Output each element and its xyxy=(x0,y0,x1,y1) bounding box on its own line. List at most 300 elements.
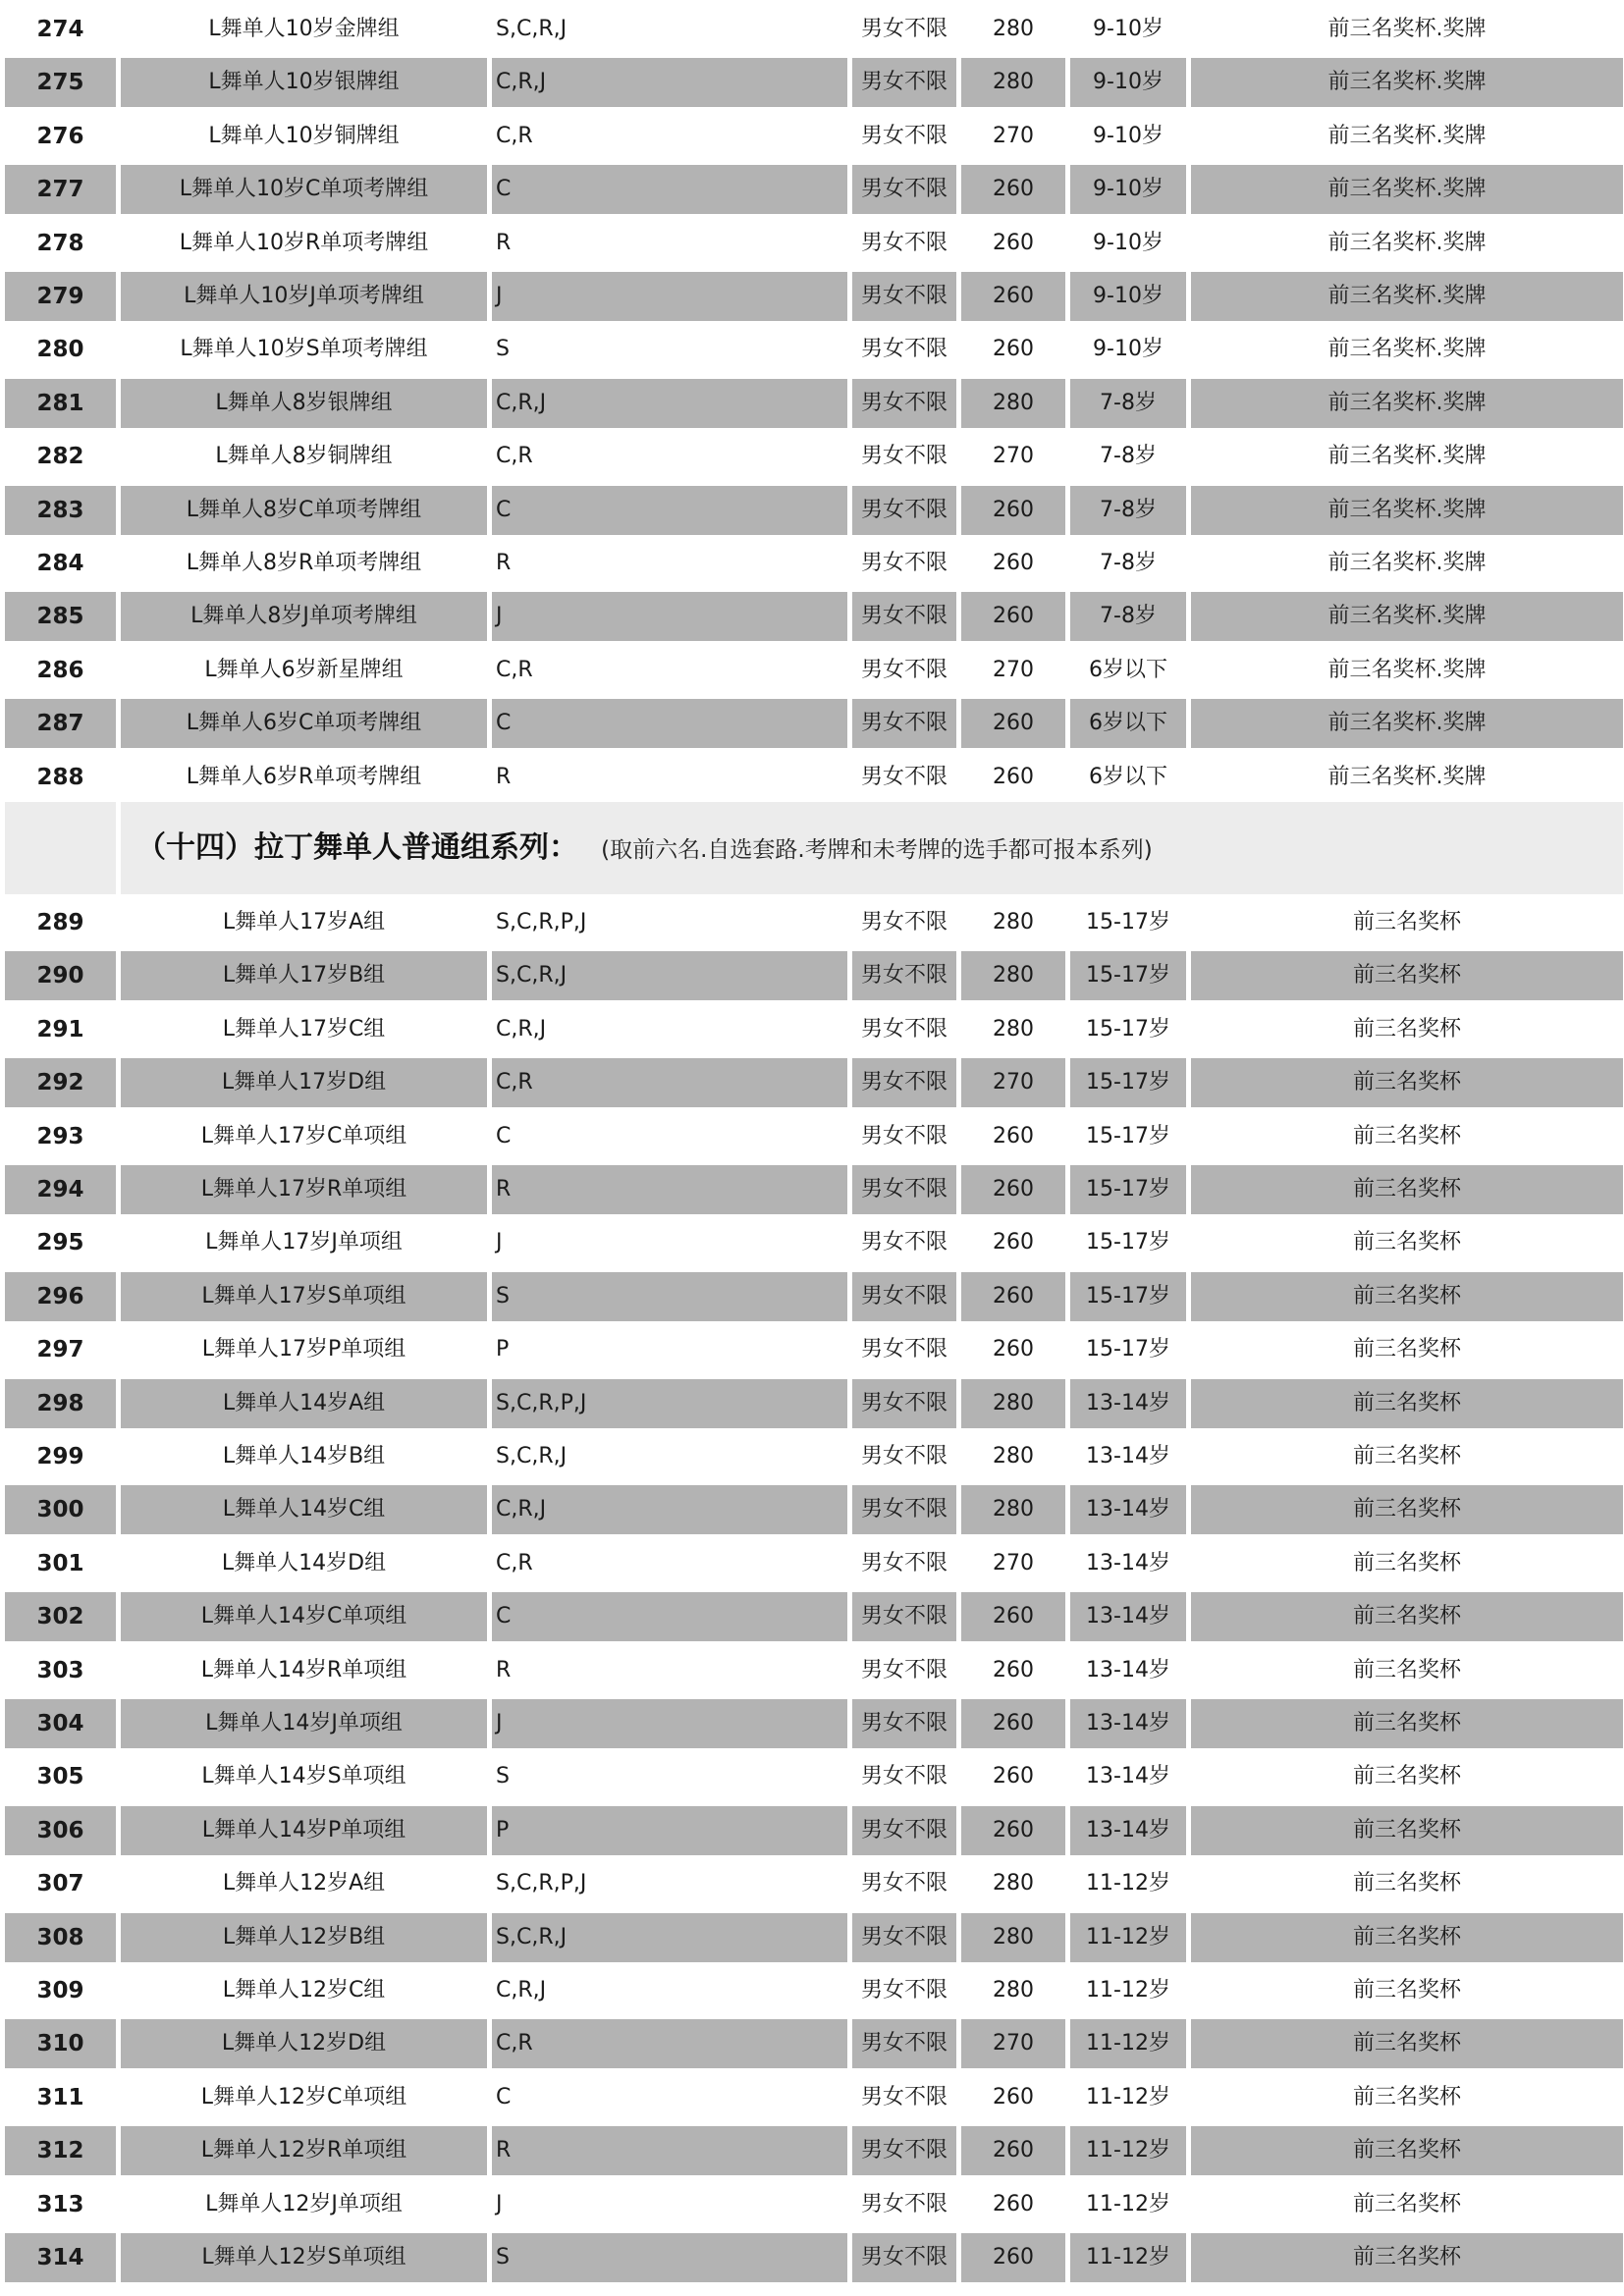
fee-cell: 280 xyxy=(961,951,1065,1000)
event-number-cell: 305 xyxy=(36,1764,84,1790)
age-range-cell: 13-14岁 xyxy=(1070,1806,1186,1855)
table-row xyxy=(5,951,1623,1000)
event-number-cell: 299 xyxy=(36,1444,84,1469)
event-number-cell: 288 xyxy=(36,764,84,790)
dances-cell: J xyxy=(492,272,847,321)
age-range-cell: 13-14岁 xyxy=(1070,1699,1186,1748)
gender-cell: 男女不限 xyxy=(852,2019,956,2068)
table-row xyxy=(5,486,1623,535)
prize-cell: 前三名奖杯.奖牌 xyxy=(1191,379,1623,428)
table-row xyxy=(5,1165,1623,1214)
gender-cell: 男女不限 xyxy=(852,165,956,214)
dances-cell: C,R,J xyxy=(496,1978,547,2002)
gender-cell: 男女不限 xyxy=(860,1444,947,1468)
prize-cell: 前三名奖杯.奖牌 xyxy=(1191,272,1623,321)
age-range-cell: 9-10岁 xyxy=(1070,165,1186,214)
dances-cell: C,R xyxy=(496,123,533,148)
section-header-band xyxy=(121,802,1623,894)
dances-cell: R xyxy=(496,764,512,789)
age-range-cell: 13-14岁 xyxy=(1070,1379,1186,1428)
dances-cell: S,C,R,J xyxy=(496,17,568,41)
prize-cell: 前三名奖杯.奖牌 xyxy=(1327,337,1487,362)
age-range-cell: 9-10岁 xyxy=(1093,123,1164,148)
event-number-cell: 280 xyxy=(36,337,84,363)
section-header-spacer xyxy=(5,802,116,894)
event-name-cell: L舞单人12岁C组 xyxy=(222,1978,386,2002)
event-number-cell: 277 xyxy=(5,165,116,214)
gender-cell: 男女不限 xyxy=(860,1016,947,1041)
table-row xyxy=(5,112,1623,161)
age-range-cell: 7-8岁 xyxy=(1100,444,1157,469)
event-name-cell: L舞单人10岁银牌组 xyxy=(121,58,487,107)
gender-cell: 男女不限 xyxy=(852,1592,956,1641)
table-row xyxy=(5,432,1623,481)
event-name-cell: L舞单人14岁S单项组 xyxy=(201,1764,406,1789)
dances-cell: S xyxy=(492,1272,847,1321)
dances-cell: J xyxy=(492,1699,847,1748)
event-name-cell: L舞单人17岁B组 xyxy=(121,951,487,1000)
prize-cell: 前三名奖杯 xyxy=(1352,1123,1461,1148)
gender-cell: 男女不限 xyxy=(860,2191,947,2216)
fee-cell: 280 xyxy=(961,58,1065,107)
prize-cell: 前三名奖杯 xyxy=(1352,910,1461,934)
prize-cell: 前三名奖杯.奖牌 xyxy=(1327,123,1487,148)
age-range-cell: 13-14岁 xyxy=(1070,1592,1186,1641)
event-name-cell: L舞单人17岁S单项组 xyxy=(121,1272,487,1321)
table-row xyxy=(5,379,1623,428)
dances-cell: C xyxy=(492,165,847,214)
event-name-cell: L舞单人12岁B组 xyxy=(121,1913,487,1962)
prize-cell: 前三名奖杯.奖牌 xyxy=(1191,592,1623,641)
table-row xyxy=(5,646,1623,695)
table-row xyxy=(5,2073,1623,2122)
event-name-cell: L舞单人8岁银牌组 xyxy=(121,379,487,428)
age-range-cell: 15-17岁 xyxy=(1070,951,1186,1000)
event-number-cell: 285 xyxy=(5,592,116,641)
gender-cell: 男女不限 xyxy=(852,1485,956,1534)
fee-cell: 280 xyxy=(993,1016,1034,1041)
section-header-14 xyxy=(5,802,1623,894)
prize-cell: 前三名奖杯 xyxy=(1352,1337,1461,1362)
event-number-cell: 290 xyxy=(5,951,116,1000)
age-range-cell: 15-17岁 xyxy=(1086,1016,1170,1041)
prize-cell: 前三名奖杯 xyxy=(1191,1485,1623,1534)
prize-cell: 前三名奖杯 xyxy=(1352,2084,1461,2109)
event-number-cell: 312 xyxy=(5,2126,116,2175)
event-name-cell: L舞单人10岁铜牌组 xyxy=(208,123,400,148)
age-range-cell: 7-8岁 xyxy=(1070,486,1186,535)
fee-cell: 260 xyxy=(993,1230,1034,1255)
fee-cell: 270 xyxy=(961,1058,1065,1107)
dances-cell: C xyxy=(496,2084,512,2109)
table-row xyxy=(5,1112,1623,1161)
fee-cell: 260 xyxy=(961,592,1065,641)
prize-cell: 前三名奖杯 xyxy=(1352,1444,1461,1468)
event-name-cell: L舞单人17岁A组 xyxy=(222,910,386,934)
event-number-cell: 310 xyxy=(5,2019,116,2068)
prize-cell: 前三名奖杯 xyxy=(1191,2233,1623,2282)
gender-cell: 男女不限 xyxy=(852,592,956,641)
event-name-cell: L舞单人17岁J单项组 xyxy=(205,1230,403,1255)
event-name-cell: L舞单人6岁C单项考牌组 xyxy=(121,699,487,748)
event-name-cell: L舞单人14岁B组 xyxy=(222,1444,386,1468)
prize-cell: 前三名奖杯 xyxy=(1352,1016,1461,1041)
dances-cell: R xyxy=(492,1165,847,1214)
dances-cell: C xyxy=(496,1123,512,1148)
event-name-cell: L舞单人10岁J单项考牌组 xyxy=(121,272,487,321)
event-number-cell: 281 xyxy=(5,379,116,428)
fee-cell: 260 xyxy=(961,1165,1065,1214)
gender-cell: 男女不限 xyxy=(860,1337,947,1362)
prize-cell: 前三名奖杯.奖牌 xyxy=(1327,17,1487,41)
event-name-cell: L舞单人14岁D组 xyxy=(221,1550,387,1575)
prize-cell: 前三名奖杯 xyxy=(1352,1871,1461,1896)
fee-cell: 260 xyxy=(993,337,1034,362)
fee-cell: 280 xyxy=(993,910,1034,934)
fee-cell: 270 xyxy=(993,657,1034,682)
dances-cell: C,R xyxy=(492,2019,847,2068)
age-range-cell: 13-14岁 xyxy=(1086,1550,1170,1575)
fee-cell: 270 xyxy=(993,444,1034,469)
table-row xyxy=(5,2233,1623,2282)
fee-cell: 260 xyxy=(961,2233,1065,2282)
event-number-cell: 282 xyxy=(36,444,84,470)
event-name-cell: L舞单人8岁铜牌组 xyxy=(215,444,393,469)
dances-cell: S,C,R,P,J xyxy=(496,1871,587,1896)
event-name-cell: L舞单人12岁D组 xyxy=(121,2019,487,2068)
fee-cell: 260 xyxy=(961,1806,1065,1855)
age-range-cell: 11-12岁 xyxy=(1070,2126,1186,2175)
age-range-cell: 11-12岁 xyxy=(1070,2019,1186,2068)
table-row xyxy=(5,1325,1623,1374)
event-name-cell: L舞单人14岁C单项组 xyxy=(121,1592,487,1641)
prize-cell: 前三名奖杯 xyxy=(1191,1806,1623,1855)
table-row xyxy=(5,1859,1623,1908)
fee-cell: 280 xyxy=(993,1871,1034,1896)
gender-cell: 男女不限 xyxy=(860,1550,947,1575)
event-name-cell: L舞单人6岁R单项考牌组 xyxy=(186,764,422,789)
gender-cell: 男女不限 xyxy=(852,486,956,535)
age-range-cell: 9-10岁 xyxy=(1093,17,1164,41)
age-range-cell: 6岁以下 xyxy=(1089,764,1167,789)
event-number-cell: 308 xyxy=(5,1913,116,1962)
gender-cell: 男女不限 xyxy=(860,1230,947,1255)
fee-cell: 280 xyxy=(993,17,1034,41)
fee-cell: 260 xyxy=(993,2084,1034,2109)
table-row xyxy=(5,1272,1623,1321)
event-number-cell: 283 xyxy=(5,486,116,535)
age-range-cell: 13-14岁 xyxy=(1086,1444,1170,1468)
table-row xyxy=(5,165,1623,214)
gender-cell: 男女不限 xyxy=(852,1699,956,1748)
event-number-cell: 294 xyxy=(5,1165,116,1214)
table-row xyxy=(5,1592,1623,1641)
gender-cell: 男女不限 xyxy=(860,764,947,789)
fee-cell: 260 xyxy=(993,1337,1034,1362)
event-number-cell: 291 xyxy=(36,1016,84,1042)
event-number-cell: 298 xyxy=(5,1379,116,1428)
table-row xyxy=(5,1432,1623,1481)
fee-cell: 280 xyxy=(961,1913,1065,1962)
fee-cell: 260 xyxy=(961,699,1065,748)
age-range-cell: 11-12岁 xyxy=(1086,2084,1170,2109)
prize-cell: 前三名奖杯 xyxy=(1352,2191,1461,2216)
event-number-cell: 306 xyxy=(5,1806,116,1855)
fee-cell: 280 xyxy=(961,1485,1065,1534)
fee-cell: 280 xyxy=(993,1978,1034,2002)
prize-cell: 前三名奖杯.奖牌 xyxy=(1327,764,1487,789)
event-number-cell: 314 xyxy=(5,2233,116,2282)
event-name-cell: L舞单人10岁金牌组 xyxy=(208,17,400,41)
event-number-cell: 293 xyxy=(36,1123,84,1149)
table-row xyxy=(5,1058,1623,1107)
prize-cell: 前三名奖杯 xyxy=(1352,1657,1461,1682)
dances-cell: S xyxy=(496,337,510,362)
dances-cell: C,R xyxy=(496,657,533,682)
fee-cell: 260 xyxy=(961,486,1065,535)
age-range-cell: 11-12岁 xyxy=(1086,1978,1170,2002)
event-number-cell: 289 xyxy=(36,910,84,935)
prize-cell: 前三名奖杯.奖牌 xyxy=(1327,230,1487,255)
age-range-cell: 15-17岁 xyxy=(1086,910,1170,934)
gender-cell: 男女不限 xyxy=(852,1913,956,1962)
dances-cell: C,R,J xyxy=(492,1485,847,1534)
age-range-cell: 11-12岁 xyxy=(1086,2191,1170,2216)
prize-cell: 前三名奖杯 xyxy=(1352,1550,1461,1575)
dances-cell: C xyxy=(492,1592,847,1641)
dances-cell: P xyxy=(492,1806,847,1855)
prize-cell: 前三名奖杯 xyxy=(1191,951,1623,1000)
dances-cell: J xyxy=(496,1230,503,1255)
event-number-cell: 301 xyxy=(36,1550,84,1576)
section-title: （十四）拉丁舞单人普通组系列： xyxy=(136,830,578,865)
event-number-cell: 297 xyxy=(36,1337,84,1363)
table-row xyxy=(5,2019,1623,2068)
gender-cell: 男女不限 xyxy=(860,17,947,41)
table-row xyxy=(5,272,1623,321)
dances-cell: J xyxy=(492,592,847,641)
fee-cell: 260 xyxy=(993,1764,1034,1789)
dances-cell: C xyxy=(492,486,847,535)
dances-cell: C,R xyxy=(496,1550,533,1575)
event-number-cell: 307 xyxy=(36,1871,84,1897)
gender-cell: 男女不限 xyxy=(860,123,947,148)
table-row xyxy=(5,1966,1623,2015)
event-name-cell: L舞单人8岁R单项考牌组 xyxy=(186,551,422,575)
dances-cell: S,C,R,P,J xyxy=(496,910,587,934)
event-name-cell: L舞单人14岁R单项组 xyxy=(200,1657,407,1682)
age-range-cell: 15-17岁 xyxy=(1086,1337,1170,1362)
gender-cell: 男女不限 xyxy=(852,699,956,748)
gender-cell: 男女不限 xyxy=(852,272,956,321)
fee-cell: 260 xyxy=(993,764,1034,789)
gender-cell: 男女不限 xyxy=(852,58,956,107)
event-name-cell: L舞单人12岁R单项组 xyxy=(121,2126,487,2175)
age-range-cell: 15-17岁 xyxy=(1070,1165,1186,1214)
event-number-cell: 279 xyxy=(5,272,116,321)
table-row xyxy=(5,1913,1623,1962)
prize-cell: 前三名奖杯 xyxy=(1191,1699,1623,1748)
age-range-cell: 7-8岁 xyxy=(1100,551,1157,575)
event-name-cell: L舞单人17岁C单项组 xyxy=(200,1123,407,1148)
prize-cell: 前三名奖杯.奖牌 xyxy=(1327,444,1487,469)
prize-cell: 前三名奖杯 xyxy=(1352,1978,1461,2002)
prize-cell: 前三名奖杯 xyxy=(1191,2019,1623,2068)
fee-cell: 260 xyxy=(993,551,1034,575)
section-note: (取前六名.自选套路.考牌和未考牌的选手都可报本系列) xyxy=(601,837,1153,863)
age-range-cell: 15-17岁 xyxy=(1070,1272,1186,1321)
prize-cell: 前三名奖杯 xyxy=(1352,1230,1461,1255)
table-row xyxy=(5,5,1623,54)
event-number-cell: 284 xyxy=(36,551,84,576)
age-range-cell: 13-14岁 xyxy=(1086,1764,1170,1789)
event-name-cell: L舞单人17岁C组 xyxy=(222,1016,386,1041)
table-row xyxy=(5,1218,1623,1267)
age-range-cell: 6岁以下 xyxy=(1089,657,1167,682)
dances-cell: R xyxy=(496,1657,512,1682)
prize-cell: 前三名奖杯 xyxy=(1191,1272,1623,1321)
event-name-cell: L舞单人12岁C单项组 xyxy=(200,2084,407,2109)
prize-cell: 前三名奖杯 xyxy=(1191,1379,1623,1428)
gender-cell: 男女不限 xyxy=(852,379,956,428)
dances-cell: S,C,R,J xyxy=(492,1913,847,1962)
table-row xyxy=(5,753,1623,802)
gender-cell: 男女不限 xyxy=(852,1165,956,1214)
gender-cell: 男女不限 xyxy=(860,2084,947,2109)
fee-cell: 260 xyxy=(961,1272,1065,1321)
age-range-cell: 9-10岁 xyxy=(1093,337,1164,362)
dances-cell: C,R xyxy=(492,1058,847,1107)
event-number-cell: 304 xyxy=(5,1699,116,1748)
dances-cell: R xyxy=(496,551,512,575)
gender-cell: 男女不限 xyxy=(852,2126,956,2175)
gender-cell: 男女不限 xyxy=(860,1657,947,1682)
fee-cell: 260 xyxy=(961,2126,1065,2175)
gender-cell: 男女不限 xyxy=(860,657,947,682)
event-name-cell: L舞单人14岁P单项组 xyxy=(121,1806,487,1855)
prize-cell: 前三名奖杯 xyxy=(1191,1058,1623,1107)
fee-cell: 260 xyxy=(993,230,1034,255)
prize-cell: 前三名奖杯.奖牌 xyxy=(1191,58,1623,107)
prize-cell: 前三名奖杯 xyxy=(1191,1592,1623,1641)
event-name-cell: L舞单人17岁P单项组 xyxy=(201,1337,406,1362)
age-range-cell: 15-17岁 xyxy=(1086,1230,1170,1255)
fee-cell: 280 xyxy=(961,379,1065,428)
gender-cell: 男女不限 xyxy=(860,910,947,934)
event-number-cell: 286 xyxy=(36,657,84,683)
event-number-cell: 313 xyxy=(36,2191,84,2217)
event-number-cell: 300 xyxy=(5,1485,116,1534)
fee-cell: 270 xyxy=(993,123,1034,148)
age-range-cell: 15-17岁 xyxy=(1070,1058,1186,1107)
prize-cell: 前三名奖杯.奖牌 xyxy=(1191,165,1623,214)
dances-cell: C,R xyxy=(496,444,533,469)
gender-cell: 男女不限 xyxy=(860,230,947,255)
event-name-cell: L舞单人10岁R单项考牌组 xyxy=(179,230,429,255)
gender-cell: 男女不限 xyxy=(860,1764,947,1789)
event-name-cell: L舞单人12岁S单项组 xyxy=(121,2233,487,2282)
fee-cell: 260 xyxy=(961,1699,1065,1748)
table-row xyxy=(5,1005,1623,1054)
event-number-cell: 309 xyxy=(36,1978,84,2003)
prize-cell: 前三名奖杯.奖牌 xyxy=(1327,551,1487,575)
gender-cell: 男女不限 xyxy=(860,1871,947,1896)
event-name-cell: L舞单人10岁C单项考牌组 xyxy=(121,165,487,214)
fee-cell: 260 xyxy=(993,1123,1034,1148)
event-name-cell: L舞单人12岁A组 xyxy=(222,1871,386,1896)
table-row xyxy=(5,1646,1623,1695)
dances-cell: S xyxy=(492,2233,847,2282)
dances-cell: C,R,J xyxy=(496,1016,547,1041)
event-number-cell: 292 xyxy=(5,1058,116,1107)
gender-cell: 男女不限 xyxy=(852,2233,956,2282)
dances-cell: R xyxy=(496,230,512,255)
event-number-cell: 275 xyxy=(5,58,116,107)
prize-cell: 前三名奖杯.奖牌 xyxy=(1191,486,1623,535)
age-range-cell: 7-8岁 xyxy=(1070,592,1186,641)
dances-cell: P xyxy=(496,1337,510,1362)
event-name-cell: L舞单人8岁J单项考牌组 xyxy=(121,592,487,641)
event-name-cell: L舞单人6岁新星牌组 xyxy=(204,657,404,682)
event-number-cell: 278 xyxy=(36,230,84,256)
event-name-cell: L舞单人10岁S单项考牌组 xyxy=(180,337,428,362)
age-range-cell: 13-14岁 xyxy=(1086,1657,1170,1682)
prize-cell: 前三名奖杯.奖牌 xyxy=(1191,699,1623,748)
gender-cell: 男女不限 xyxy=(852,1058,956,1107)
age-range-cell: 11-12岁 xyxy=(1070,2233,1186,2282)
event-name-cell: L舞单人17岁D组 xyxy=(121,1058,487,1107)
event-number-cell: 303 xyxy=(36,1657,84,1683)
table-row xyxy=(5,592,1623,641)
table-row xyxy=(5,1752,1623,1801)
table-row xyxy=(5,1379,1623,1428)
fee-cell: 260 xyxy=(961,165,1065,214)
prize-cell: 前三名奖杯 xyxy=(1191,2126,1623,2175)
table-row xyxy=(5,539,1623,588)
prize-cell: 前三名奖杯 xyxy=(1352,1764,1461,1789)
prize-cell: 前三名奖杯.奖牌 xyxy=(1327,657,1487,682)
gender-cell: 男女不限 xyxy=(852,951,956,1000)
age-range-cell: 9-10岁 xyxy=(1070,272,1186,321)
event-number-cell: 295 xyxy=(36,1230,84,1256)
dances-cell: J xyxy=(496,2191,503,2216)
event-number-cell: 296 xyxy=(5,1272,116,1321)
gender-cell: 男女不限 xyxy=(860,337,947,362)
gender-cell: 男女不限 xyxy=(852,1379,956,1428)
event-number-cell: 287 xyxy=(5,699,116,748)
table-row xyxy=(5,1806,1623,1855)
table-row xyxy=(5,699,1623,748)
table-row xyxy=(5,325,1623,374)
age-range-cell: 11-12岁 xyxy=(1070,1913,1186,1962)
gender-cell: 男女不限 xyxy=(860,1978,947,2002)
fee-cell: 280 xyxy=(961,1379,1065,1428)
dances-cell: C,R,J xyxy=(492,58,847,107)
gender-cell: 男女不限 xyxy=(860,551,947,575)
event-number-cell: 302 xyxy=(5,1592,116,1641)
age-range-cell: 9-10岁 xyxy=(1070,58,1186,107)
dances-cell: R xyxy=(492,2126,847,2175)
fee-cell: 270 xyxy=(961,2019,1065,2068)
event-name-cell: L舞单人8岁C单项考牌组 xyxy=(121,486,487,535)
table-row xyxy=(5,1485,1623,1534)
age-range-cell: 6岁以下 xyxy=(1070,699,1186,748)
dances-cell: S,C,R,P,J xyxy=(492,1379,847,1428)
dances-cell: S,C,R,J xyxy=(496,1444,568,1468)
table-row xyxy=(5,2180,1623,2229)
event-name-cell: L舞单人14岁C组 xyxy=(121,1485,487,1534)
event-name-cell: L舞单人12岁J单项组 xyxy=(205,2191,403,2216)
